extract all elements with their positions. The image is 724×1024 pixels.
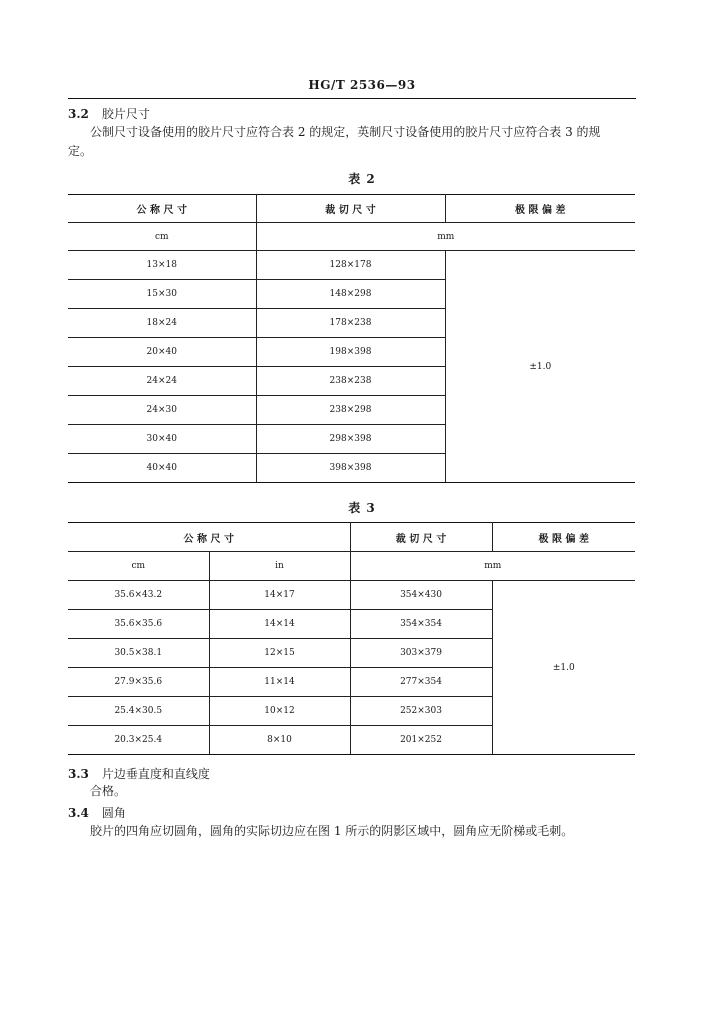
table3-in-cell: 14×17 — [209, 581, 350, 610]
table3-cm-cell: 35.6×43.2 — [68, 581, 209, 610]
table2-nominal-cell: 15×30 — [68, 280, 256, 309]
table3-unit-mm: mm — [350, 552, 635, 581]
table2-unit-cut: mm — [256, 223, 635, 251]
table3-mm-cell: 252×303 — [350, 697, 492, 726]
section-3-2-heading — [68, 106, 150, 122]
table3-unit-cm: cm — [68, 552, 209, 581]
table2-header-tolerance: 极 限 偏 差 — [445, 195, 635, 223]
table2-header-row — [68, 195, 635, 223]
table3-header-row — [68, 523, 635, 552]
table2-unit-row — [68, 223, 635, 251]
table3-caption: 表 3 — [348, 501, 376, 515]
table2-header-cut: 裁 切 尺 寸 — [256, 195, 445, 223]
table2-nominal-cell: 20×40 — [68, 338, 256, 367]
table3-in-cell: 12×15 — [209, 639, 350, 668]
table3-cm-cell: 27.9×35.6 — [68, 668, 209, 697]
document-code-header: HG/T 2536—93 — [308, 78, 416, 92]
table2-cut-cell: 238×238 — [256, 367, 445, 396]
table3-cm-cell: 20.3×25.4 — [68, 726, 209, 755]
table2-nominal-cell: 24×24 — [68, 367, 256, 396]
table2-caption: 表 2 — [348, 172, 376, 186]
section-number: 3.3 — [68, 767, 89, 781]
table3-mm-cell: 201×252 — [350, 726, 492, 755]
section-title: 片边垂直度和直线度 — [101, 767, 210, 781]
table3-mm-cell: 354×430 — [350, 581, 492, 610]
table2-cut-cell: 148×298 — [256, 280, 445, 309]
table3-unit-in: in — [209, 552, 350, 581]
table2-nominal-cell: 30×40 — [68, 425, 256, 454]
table2-nominal-cell: 40×40 — [68, 454, 256, 483]
table2-cut-cell: 398×398 — [256, 454, 445, 483]
table3-mm-cell: 354×354 — [350, 610, 492, 639]
table3-in-cell: 11×14 — [209, 668, 350, 697]
table3-unit-row — [68, 552, 635, 581]
table3-in-cell: 10×12 — [209, 697, 350, 726]
table3-mm-cell: 277×354 — [350, 668, 492, 697]
table2-cut-cell: 178×238 — [256, 309, 445, 338]
table2-cut-cell: 238×298 — [256, 396, 445, 425]
section-number: 3.2 — [68, 107, 89, 121]
table2-nominal-cell: 18×24 — [68, 309, 256, 338]
table3-cm-cell: 35.6×35.6 — [68, 610, 209, 639]
table-row — [68, 581, 635, 610]
section-number: 3.4 — [68, 806, 89, 820]
table3-mm-cell: 303×379 — [350, 639, 492, 668]
table2-nominal-cell: 24×30 — [68, 396, 256, 425]
table3-in-cell: 8×10 — [209, 726, 350, 755]
table3-header-tolerance: 极 限 偏 差 — [492, 523, 635, 552]
table3-header-nominal: 公 称 尺 寸 — [68, 523, 350, 552]
table2-tolerance-cell: ±1.0 — [445, 251, 635, 483]
table2-cut-cell: 198×398 — [256, 338, 445, 367]
table3-tolerance-cell: ±1.0 — [492, 581, 635, 755]
table3-cm-cell: 25.4×30.5 — [68, 697, 209, 726]
table2-header-nominal: 公 称 尺 寸 — [68, 195, 256, 223]
section-3-3-text: 合格。 — [90, 784, 127, 798]
table3-cm-cell: 30.5×38.1 — [68, 639, 209, 668]
header-rule — [68, 98, 636, 99]
section-3-3-heading — [68, 766, 210, 782]
table2-cut-cell: 298×398 — [256, 425, 445, 454]
table2-unit-nominal: cm — [68, 223, 256, 251]
table3-header-cut: 裁 切 尺 寸 — [350, 523, 492, 552]
section-title: 圆角 — [101, 806, 126, 820]
table2-nominal-cell: 13×18 — [68, 251, 256, 280]
section-3-2-text-line1: 公制尺寸设备使用的胶片尺寸应符合表 2 的规定，英制尺寸设备使用的胶片尺寸应符合表 3 的规 — [90, 125, 601, 139]
section-3-2-text-line2: 定。 — [68, 144, 93, 158]
section-3-4-text: 胶片的四角应切圆角，圆角的实际切边应在图 1 所示的阴影区域中，圆角应无阶梯或毛刺。 — [90, 824, 574, 838]
section-3-4-heading — [68, 805, 126, 821]
table2 — [68, 194, 635, 483]
section-title: 胶片尺寸 — [101, 107, 150, 121]
table3-in-cell: 14×14 — [209, 610, 350, 639]
table-row — [68, 251, 635, 280]
table2-cut-cell: 128×178 — [256, 251, 445, 280]
table3 — [68, 522, 635, 755]
